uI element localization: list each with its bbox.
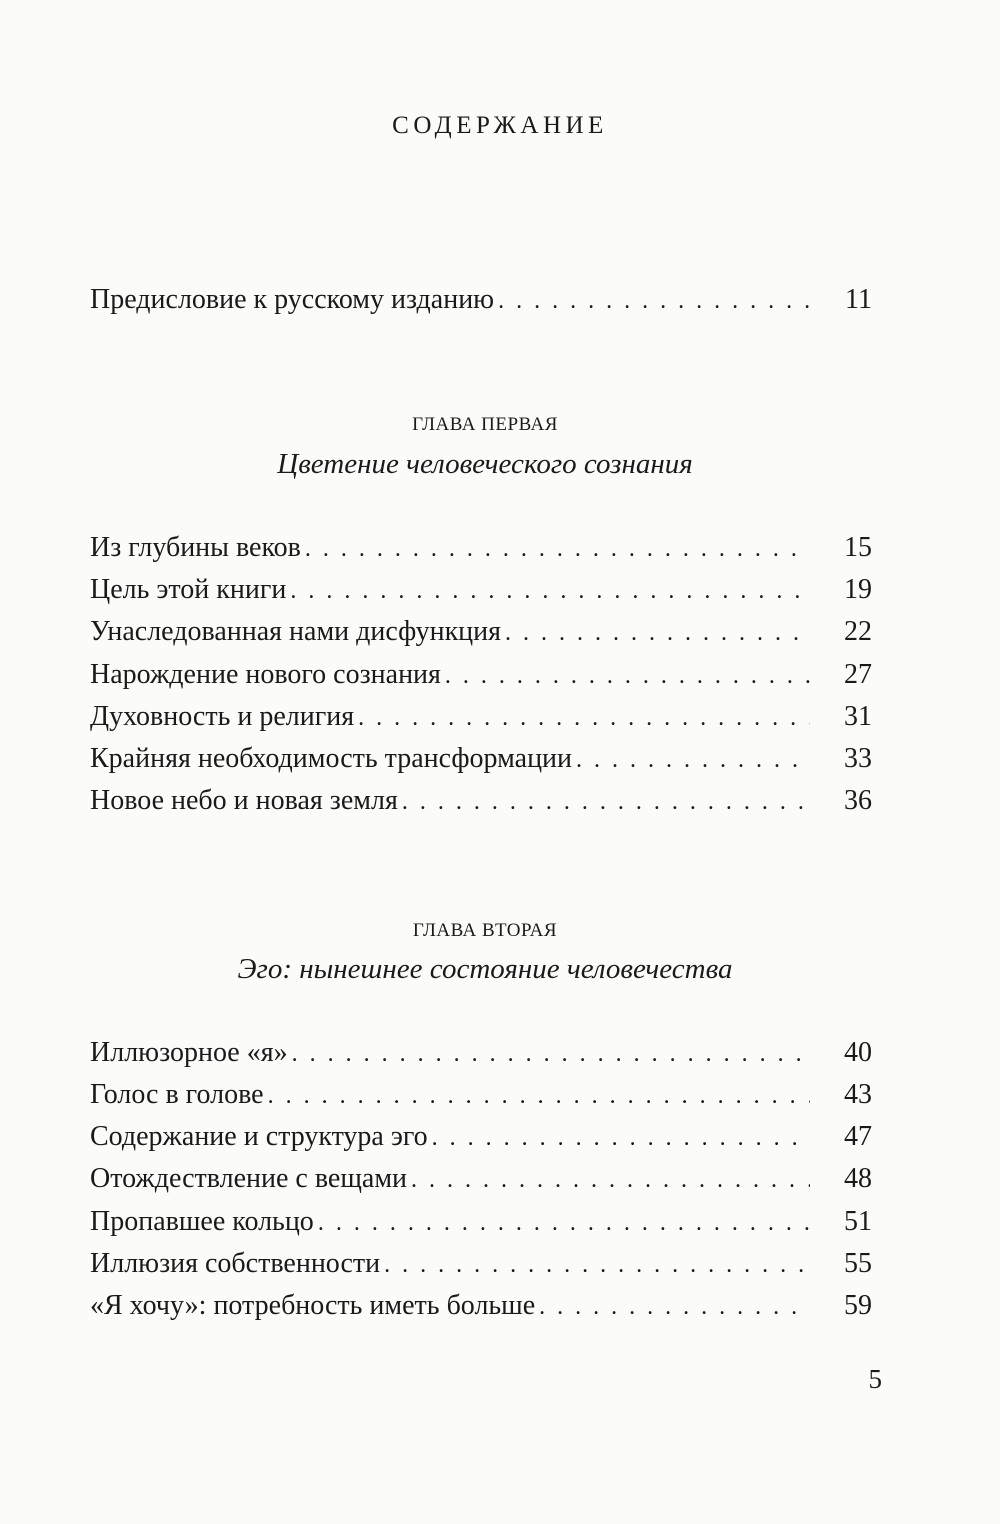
toc-entry	[90, 1120, 872, 1154]
entry-title: Духовность и религия	[90, 701, 355, 732]
entry-page-number: 47	[844, 1121, 872, 1152]
entry-page-number: 27	[844, 659, 872, 690]
leader-dots	[411, 1163, 810, 1197]
entry-page-number: 55	[844, 1248, 872, 1279]
toc-entry	[90, 615, 872, 649]
page-number: 5	[868, 1364, 882, 1394]
leader-dots	[402, 785, 810, 819]
entry-title: Из глубины веков	[90, 532, 301, 563]
entry-title: Иллюзия собственности	[90, 1248, 381, 1279]
leader-dots	[305, 532, 810, 566]
toc-entry	[90, 784, 872, 818]
leader-dots	[445, 659, 810, 693]
entry-page-number: 33	[844, 743, 872, 774]
leader-dots	[539, 1290, 810, 1324]
toc-entry	[90, 1162, 872, 1196]
entry-page-number: 51	[844, 1206, 872, 1237]
entry-page-number: 40	[844, 1037, 872, 1068]
leader-dots	[358, 701, 810, 735]
entry-title: Крайняя необходимость трансформации	[90, 743, 573, 774]
leader-dots	[498, 284, 810, 318]
entry-title: Содержание и структура эго	[90, 1121, 428, 1152]
leader-dots	[290, 574, 810, 608]
toc-entry	[90, 531, 872, 565]
entry-page-number: 36	[844, 785, 872, 816]
leader-dots	[268, 1079, 810, 1113]
entry-title: Пропавшее кольцо	[90, 1206, 314, 1237]
chapter-title: Эго: нынешнее состояние человечества	[237, 953, 733, 985]
entry-title: Предисловие к русскому изданию	[90, 284, 495, 315]
toc-entry	[90, 1078, 872, 1112]
toc-entry	[90, 1289, 872, 1323]
entry-page-number: 15	[844, 532, 872, 563]
entry-page-number: 48	[844, 1163, 872, 1194]
entry-title: Цель этой книги	[90, 574, 287, 605]
toc-title: СОДЕРЖАНИЕ	[392, 112, 608, 139]
toc-entry	[90, 573, 872, 607]
entry-title: Новое небо и новая земля	[90, 785, 398, 816]
toc-entry	[90, 1247, 872, 1281]
entry-page-number: 19	[844, 574, 872, 605]
toc-entry	[90, 742, 872, 776]
entry-title: Отождествление с вещами	[90, 1163, 408, 1194]
entry-page-number: 31	[844, 701, 872, 732]
toc-entry	[90, 658, 872, 692]
entry-title: Нарождение нового сознания	[90, 659, 441, 690]
leader-dots	[384, 1248, 810, 1282]
chapter-label: ГЛАВА ВТОРАЯ	[412, 920, 558, 941]
entry-title: Голос в голове	[90, 1079, 264, 1110]
entry-title: Унаследованная нами дисфункция	[90, 616, 502, 647]
toc-entry-preface	[90, 283, 872, 317]
toc-entry	[90, 1205, 872, 1239]
leader-dots	[292, 1037, 810, 1071]
toc-entry	[90, 1036, 872, 1070]
entry-page-number: 11	[845, 284, 872, 315]
chapter-title: Цветение человеческого сознания	[277, 448, 693, 480]
entry-title: «Я хочу»: потребность иметь больше	[90, 1290, 536, 1321]
entry-page-number: 22	[844, 616, 872, 647]
entry-page-number: 43	[844, 1079, 872, 1110]
leader-dots	[432, 1121, 810, 1155]
entry-page-number: 59	[844, 1290, 872, 1321]
entry-title: Иллюзорное «я»	[90, 1037, 288, 1068]
toc-entry	[90, 700, 872, 734]
leader-dots	[576, 743, 810, 777]
leader-dots	[505, 616, 810, 650]
chapter-label: ГЛАВА ПЕРВАЯ	[412, 414, 558, 435]
leader-dots	[318, 1206, 810, 1240]
